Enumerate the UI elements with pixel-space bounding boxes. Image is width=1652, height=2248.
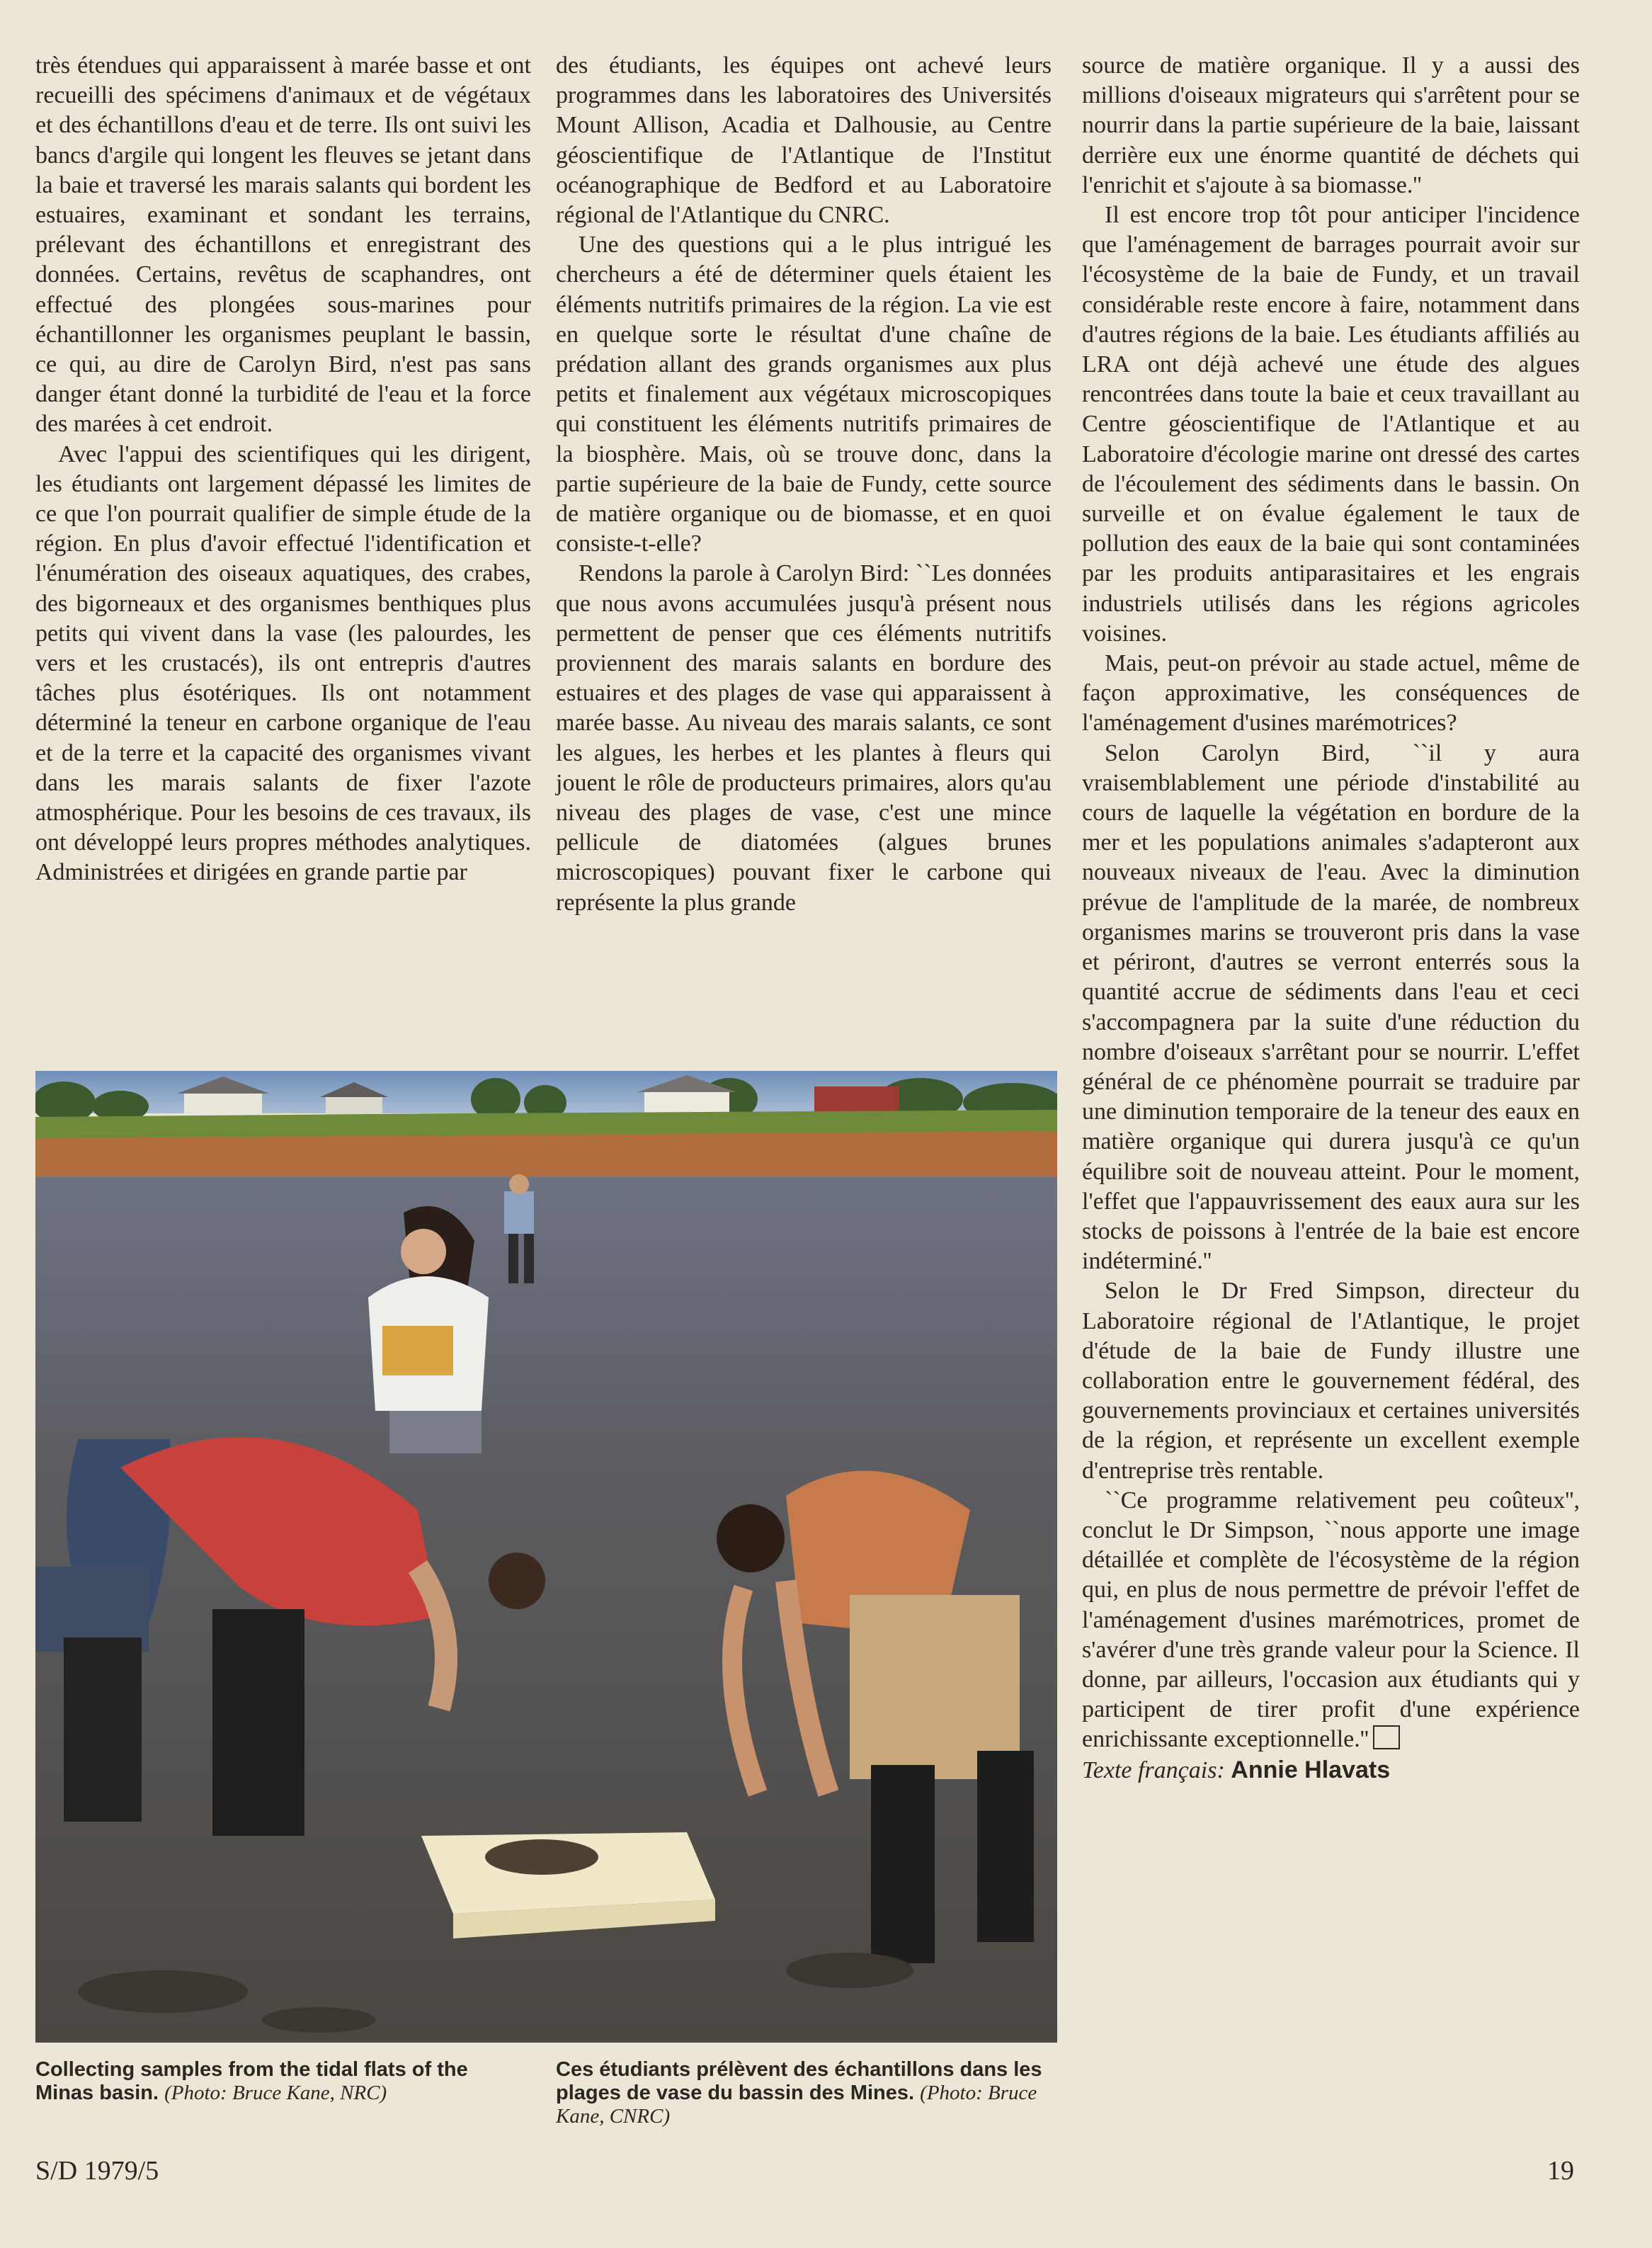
translator-name: Annie Hlavats — [1231, 1756, 1391, 1783]
photo-tidal-flats-sampling — [35, 1071, 1057, 2043]
translation-label: Texte français: — [1082, 1756, 1225, 1783]
page-number: 19 — [1547, 2156, 1574, 2186]
paragraph: Selon Carolyn Bird, ``il y aura vraisemblablement une période d'instabilité au cours de laquelle la végétation en bordure de la mer et les populations animales s'adapteront aux nouveaux niveaux de l'eau. Avec la diminution prévue de l'amplitude de la marée, de nombreux organismes marins se trouveront pris dans la vase et périront, d'autres se verront enterrés sous la quantité accrue de sédiments dans l'eau et ceci s'accompagnera par la suite d'une réduction du nombre d'oiseaux s'arrêtant pour se nourrir. L'effet général de ce phénomène pourrait se traduire par une diminution temporaire de la teneur des eaux en matière organique qui durera jusqu'à ce qu'un équilibre soit de nouveau atteint. Pour le moment, l'effet que l'appauvrissement des eaux aura sur les stocks de poissons à l'entrée de la baie est encore indéterminé.'' — [1082, 739, 1580, 1275]
article-column-2 — [556, 51, 1052, 918]
paragraph: très étendues qui apparaissent à marée basse et ont recueilli des spécimens d'animaux et de végétaux et des échantillons d'eau et de terre. Ils ont suivi les bancs d'argile qui longent les fleuves se jetant dans la baie et traversé les marais salants qui bordent les estuaires, examinant et sondant les terrains, prélevant des échantillons et enregistrant des données. Certains, revêtus de scaphandres, ont effectué des plongées sous-marines pour échantillonner les organismes peuplant le bassin, ce qui, au dire de Carolyn Bird, n'est pas sans danger étant donné la turbidité de l'eau et la force des marées à cet endroit. — [35, 52, 531, 438]
caption-french-credit: (Photo: Bruce Kane, CNRC) — [556, 2082, 1037, 2128]
paragraph: Avec l'appui des scientifiques qui les dirigent, les étudiants ont largement dépassé les limites de ce que l'on pourrait qualifier de simple étude de la région. En plus d'avoir effectué l'identification et l'énumération des oiseaux aquatiques, des crabes, des bigorneaux et des organismes benthiques plus petits qui vivent dans la vase (les palourdes, les vers et les crustacés), ils ont entrepris d'autres tâches plus ésotériques. Ils ont notamment déterminé la teneur en carbone organique de l'eau et de la terre et la capacité des organismes vivant dans les marais salants de fixer l'azote atmosphérique. Pour les besoins de ces travaux, ils ont développé leurs propres méthodes analytiques. Administrées et dirigées en grande partie par — [35, 441, 531, 886]
caption-french — [556, 2058, 1052, 2128]
end-of-article-box-icon — [1373, 1725, 1400, 1749]
issue-folio: S/D 1979/5 — [35, 2156, 159, 2186]
paragraph: Mais, peut-on prévoir au stade actuel, même de façon approximative, les conséquences de l'aménagement d'usines marémotrices? — [1082, 650, 1580, 737]
translation-credit — [1082, 1755, 1580, 1786]
paragraph: des étudiants, les équipes ont achevé leurs programmes dans les laboratoires des Universités Mount Allison, Acadia et Dalhousie, au Centre géoscientifique de l'Atlantique de l'Institut océanographique de Bedford et au Laboratoire régional de l'Atlantique du CNRC. — [556, 52, 1052, 229]
paragraph: Rendons la parole à Carolyn Bird: ``Les données que nous avons accumulées jusqu'à présent nous permettent de penser que ces éléments nutritifs proviennent des marais salants en bordure des estuaires et des plages de vase qui apparaissent à marée basse. Au niveau des marais salants, ce sont les algues, les herbes et les plantes à fleurs qui jouent le rôle de producteurs primaires, alors qu'au niveau des plages de vase, c'est une mince pellicule de diatomées (algues brunes microscopiques) pouvant fixer le carbone qui représente la plus grande — [556, 560, 1052, 916]
caption-english-text: Collecting samples from the tidal flats of the Minas basin. — [35, 2058, 468, 2104]
caption-english-credit: (Photo: Bruce Kane, NRC) — [164, 2082, 387, 2104]
caption-french-text: Ces étudiants prélèvent des échantillons dans les plages de vase du bassin des Mines. — [556, 2058, 1042, 2104]
caption-english — [35, 2058, 524, 2105]
paragraph-final-text: ``Ce programme relativement peu coûteux'', conclut le Dr Simpson, ``nous apporte une image détaillée et complète de l'écosystème de la région qui, en plus de nous permettre de prévoir l'effet de l'aménagement d'usines marémotrices, promet de s'avérer d'une très grande valeur pour la Science. Il donne, par ailleurs, l'occasion aux étudiants qui y participent de tirer profit d'une expérience enrichissante exceptionnelle.'' — [1082, 1487, 1580, 1753]
paragraph-final — [1082, 1486, 1580, 1755]
paragraph: Une des questions qui a le plus intrigué les chercheurs a été de déterminer quels étaient les éléments nutritifs primaires de la région. La vie est en quelque sorte le résultat d'une chaîne de prédation allant des grands organismes aux plus petits et finalement aux végétaux microscopiques qui constituent les éléments nutritifs primaires de la biosphère. Mais, où se trouve donc, dans la partie supérieure de la baie de Fundy, cette source de matière organique ou de biomasse, et en quoi consiste-t-elle? — [556, 232, 1052, 557]
paragraph: source de matière organique. Il y a aussi des millions d'oiseaux migrateurs qui s'arrêtent pour se nourrir dans la partie supérieure de la baie, laissant derrière eux une énorme quantité de déchets qui l'enrichit et s'ajoute à sa biomasse.'' — [1082, 52, 1580, 198]
paragraph: Il est encore trop tôt pour anticiper l'incidence que l'aménagement de barrages pourrait avoir sur l'écosystème de la baie de Fundy, et un travail considérable reste encore à faire, notamment dans d'autres régions de la baie. Les étudiants affiliés au LRA ont déjà achevé une étude des algues rencontrées dans toute la baie et ceux travaillant au Centre géoscientifique de l'Atlantique et au Laboratoire d'écologie marine ont dressé des cartes de l'écoulement des sédiments dans le bassin. On surveille et on évalue également le taux de pollution des eaux de la baie qui sont contaminées par les produits antiparasitaires et les engrais industriels utilisés dans les régions agricoles voisines. — [1082, 202, 1580, 647]
article-column-3 — [1082, 51, 1580, 1786]
paragraph: Selon le Dr Fred Simpson, directeur du Laboratoire régional de l'Atlantique, le projet d'étude de la baie de Fundy illustre une collaboration entre le gouvernement fédéral, des gouvernements provinciaux et certaines universités de la région, et représente un excellent exemple d'entreprise très rentable. — [1082, 1278, 1580, 1484]
article-column-1 — [35, 51, 531, 888]
photo-illustration — [35, 1071, 1057, 2043]
